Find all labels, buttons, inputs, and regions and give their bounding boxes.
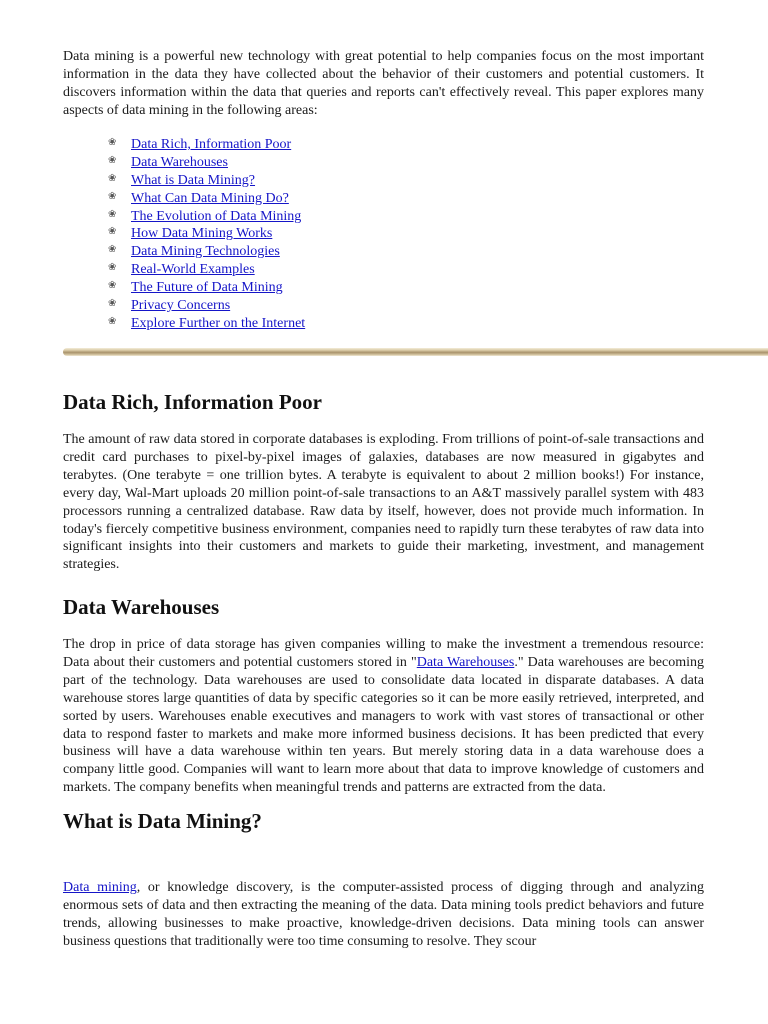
toc-link-explore-further[interactable]: Explore Further on the Internet bbox=[131, 315, 306, 331]
toc-item bbox=[63, 297, 704, 315]
inline-link-data-warehouses[interactable]: Data Warehouses bbox=[416, 654, 515, 670]
section-heading-data-rich: Data Rich, Information Poor bbox=[63, 390, 322, 414]
toc-link-data-warehouses[interactable]: Data Warehouses bbox=[131, 154, 228, 170]
body-text: ." Data warehouses are becoming part of the technology. Data warehouses are used to consolidate data located in disparate databases. A data warehouse stores large quantities of data by specific categories so it can be more easily retrieved, interpreted, and sorted by users. Warehouses enable executives and managers to work with vast stores of transactional or other data to respond faster to markets and make more informed business decisions. It has been predicted that every business will have a data warehouse within ten years. But merely storing data in a data warehouse does a company little good. Companies will want to learn more about that data to improve knowledge of customers and markets. The company benefits when meaningful trends and patterns are extracted from the data. bbox=[63, 654, 704, 796]
toc-item bbox=[63, 190, 704, 208]
toc-link-future[interactable]: The Future of Data Mining bbox=[131, 280, 283, 296]
section-heading-data-warehouses: Data Warehouses bbox=[63, 595, 220, 619]
horizontal-divider bbox=[63, 348, 768, 356]
section-body-data-warehouses bbox=[63, 636, 704, 797]
toc-item bbox=[63, 261, 704, 279]
toc-link-real-world-examples[interactable]: Real-World Examples bbox=[131, 262, 255, 278]
bullet-icon: ❀ bbox=[108, 244, 117, 256]
intro-paragraph: Data mining is a powerful new technology with great potential to help companies focus on the most important information in the data they have collected about the behavior of their customers and potential customers. It discovers information within the data that queries and reports can't effectively reveal. This paper explores many aspects of data mining in the following areas: bbox=[63, 49, 704, 118]
toc-item bbox=[63, 136, 704, 154]
section-body-what-is-data-mining bbox=[63, 879, 704, 951]
inline-link-data-mining[interactable]: Data mining bbox=[63, 880, 137, 895]
toc-link-how-it-works[interactable]: How Data Mining Works bbox=[131, 226, 273, 242]
body-text: The drop in price of data storage has given companies willing to make the investment a tremendous resource: Data about their customers and potential customers stored in " bbox=[63, 637, 704, 670]
bullet-icon: ❀ bbox=[108, 190, 117, 202]
bullet-icon: ❀ bbox=[108, 280, 117, 292]
toc-link-data-rich[interactable]: Data Rich, Information Poor bbox=[131, 137, 292, 152]
bullet-icon: ❀ bbox=[108, 154, 117, 166]
toc-item bbox=[63, 208, 704, 226]
body-text: , or knowledge discovery, is the computer-assisted process of digging through and analyzing enormous sets of data and then extracting the meaning of the data. Data mining tools predict behaviors and future trends, allowing businesses to make proactive, knowledge-driven decisions. Data mining tools can answer business questions that traditionally were too time consuming to resolve. They scour bbox=[63, 880, 704, 949]
toc-link-technologies[interactable]: Data Mining Technologies bbox=[131, 244, 280, 260]
toc-item bbox=[63, 154, 704, 172]
bullet-icon: ❀ bbox=[108, 262, 117, 274]
bullet-icon: ❀ bbox=[108, 208, 117, 220]
bullet-icon: ❀ bbox=[108, 298, 117, 310]
bullet-icon: ❀ bbox=[108, 137, 117, 148]
section-body-data-rich: The amount of raw data stored in corporate databases is exploding. From trillions of point-of-sale transactions and credit card purchases to pixel-by-pixel images of galaxies, databases are now measured in gigabytes and terabytes. (One terabyte = one trillion bytes. A terabyte is equivalent to about 2 million books!) For instance, every day, Wal-Mart uploads 20 million point-of-sale transactions to an A&T massively parallel system with 483 processors running a centralized database. Raw data by itself, however, does not provide much information. In today's fiercely competitive business environment, companies need to rapidly turn these terabytes of raw data into significant insights into their customers and markets to guide their marketing, investment, and management strategies. bbox=[63, 432, 704, 573]
toc-item bbox=[63, 279, 704, 297]
toc-item bbox=[63, 225, 704, 243]
toc-link-what-can-data-mining-do[interactable]: What Can Data Mining Do? bbox=[131, 190, 289, 206]
toc-item bbox=[63, 315, 704, 333]
section-heading-what-is-data-mining: What is Data Mining? bbox=[63, 809, 262, 833]
toc-item bbox=[63, 243, 704, 261]
bullet-icon: ❀ bbox=[108, 226, 117, 238]
toc-link-privacy[interactable]: Privacy Concerns bbox=[131, 298, 231, 314]
table-of-contents bbox=[63, 136, 704, 333]
toc-item bbox=[63, 172, 704, 190]
bullet-icon: ❀ bbox=[108, 315, 117, 327]
toc-link-what-is-data-mining[interactable]: What is Data Mining? bbox=[131, 172, 256, 188]
toc-link-evolution[interactable]: The Evolution of Data Mining bbox=[131, 208, 302, 224]
bullet-icon: ❀ bbox=[108, 172, 117, 184]
